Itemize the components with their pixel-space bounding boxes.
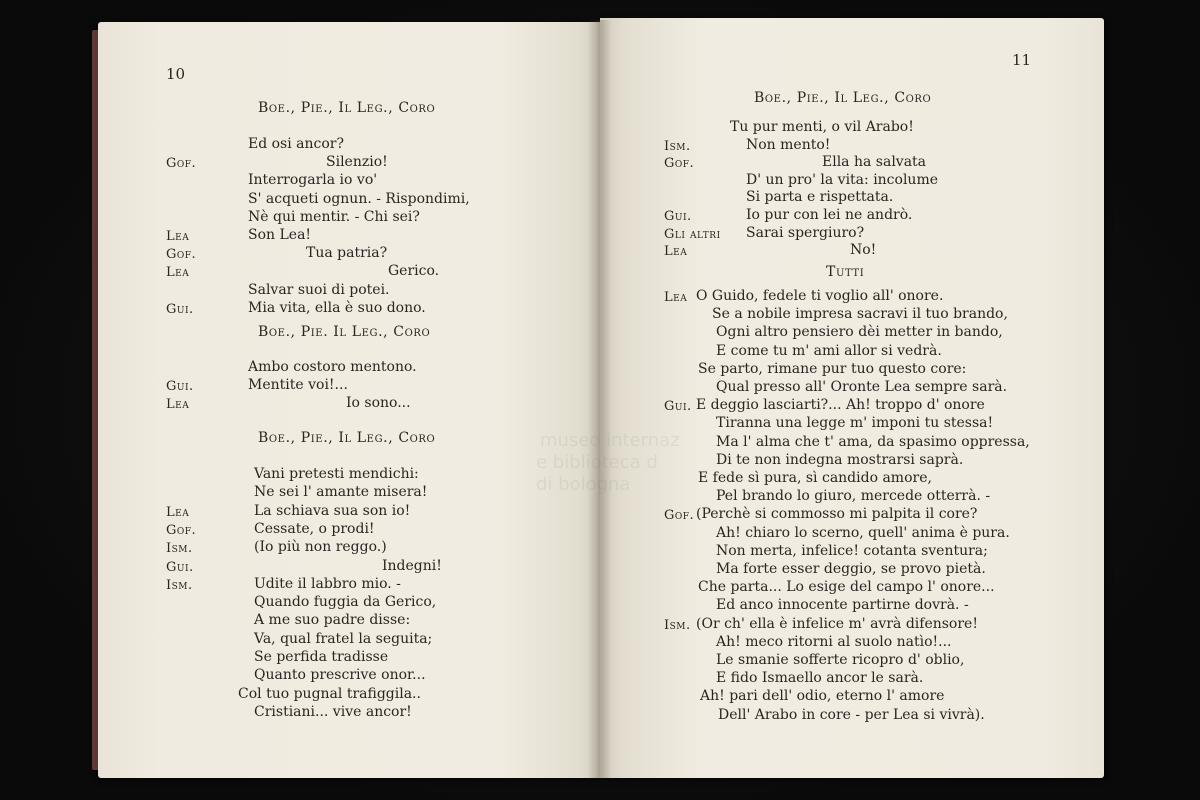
verse-line: Mia vita, ella è suo dono. xyxy=(248,299,426,316)
verse-line: E come tu m' ami allor si vedrà. xyxy=(716,342,942,359)
verse-line: Se parto, rimane pur tuo questo core: xyxy=(698,360,967,377)
verse-line: Ne sei l' amante misera! xyxy=(254,484,428,501)
verse-line: La schiava sua son io! xyxy=(254,502,411,519)
speaker-label: Gui. xyxy=(664,399,692,415)
verse-line: (Io più non reggo.) xyxy=(254,539,387,556)
verse-line: S' acqueti ognun. - Rispondimi, xyxy=(248,190,470,207)
speaker-label: Lea xyxy=(664,244,688,260)
verse-line: Cessate, o prodi! xyxy=(254,520,375,537)
verse-line: Che parta... Lo esige del campo l' onore... xyxy=(698,579,995,596)
speaker-label: Lea xyxy=(664,290,688,305)
speaker-label: Ism. xyxy=(166,541,193,557)
verse-line: Ah! pari dell' odio, eterno l' amore xyxy=(700,688,945,705)
verse-line: (Or ch' ella è infelice m' avrà difensore! xyxy=(696,615,978,632)
verse-line: Indegni! xyxy=(382,557,442,574)
speaker-label: Gof. xyxy=(664,508,695,524)
verse-line: Se a nobile impresa sacravi il tuo brando, xyxy=(712,306,1008,323)
verse-line: Ella ha salvata xyxy=(822,154,927,171)
verse-line: Son Lea! xyxy=(248,227,312,243)
verse-line: Ah! chiaro lo scerno, quell' anima è pura. xyxy=(716,524,1010,541)
section-heading: Boe., Pie., Il Leg., Coro xyxy=(754,90,932,106)
speaker-label: Gli altri xyxy=(664,226,721,242)
section-heading: Boe., Pie. Il Leg., Coro xyxy=(258,324,431,340)
verse-line: Gerico. xyxy=(388,263,440,280)
speaker-label: Gof. xyxy=(166,247,197,263)
left-page xyxy=(98,22,600,778)
verse-line: E fido Ismaello ancor le sarà. xyxy=(716,670,924,687)
verse-line: Se perfida tradisse xyxy=(254,649,389,665)
verse-line: Nè qui mentir. - Chi sei? xyxy=(248,208,420,225)
right-page xyxy=(600,18,1104,778)
verse-line: Non mento! xyxy=(746,136,831,153)
verse-line: Io sono... xyxy=(346,395,411,412)
verse-line: Tua patria? xyxy=(306,245,388,262)
verse-line: No! xyxy=(850,242,877,259)
verse-line: Le smanie sofferte ricopro d' oblio, xyxy=(716,652,965,668)
verse-line: Io pur con lei ne andrò. xyxy=(746,207,913,223)
speaker-label: Gui. xyxy=(166,559,194,575)
verse-line: Ma l' alma che t' ama, da spasimo oppressa, xyxy=(716,433,1030,450)
speaker-label: Gui. xyxy=(166,301,194,317)
speaker-label: Ism. xyxy=(166,577,193,593)
verse-line: Mentite voi!... xyxy=(248,377,348,394)
speaker-label: Gof. xyxy=(166,522,197,538)
section-heading: Boe., Pie., Il Leg., Coro xyxy=(258,430,436,446)
speaker-label: Lea xyxy=(166,504,190,520)
verse-line: Interrogarla io vo' xyxy=(248,172,378,189)
speaker-label: Lea xyxy=(166,265,190,281)
verse-line: Tu pur menti, o vil Arabo! xyxy=(730,119,914,135)
verse-line: Col tuo pugnal trafiggila.. xyxy=(238,685,421,702)
verse-line: O Guido, fedele ti voglio all' onore. xyxy=(696,288,944,304)
verse-line: Cristiani... vive ancor! xyxy=(254,703,412,720)
page-number: 11 xyxy=(1012,51,1032,69)
speaker-label: Lea xyxy=(166,397,190,413)
verse-line: Qual presso all' Oronte Lea sempre sarà. xyxy=(716,379,1008,395)
verse-line: Vani pretesti mendichi: xyxy=(254,466,419,482)
speaker-label: Lea xyxy=(166,229,190,244)
verse-line: Ambo costoro mentono. xyxy=(248,359,417,375)
verse-line: Ma forte esser deggio, se provo pietà. xyxy=(716,561,986,577)
verse-line: Ah! meco ritorni al suolo natìo!... xyxy=(716,633,952,650)
verse-line: Ed osi ancor? xyxy=(248,136,345,152)
verse-line: Di te non indegna mostrarsi saprà. xyxy=(716,451,964,468)
verse-line: Va, qual fratel la seguita; xyxy=(254,630,433,647)
verse-line: A me suo padre disse: xyxy=(254,612,411,629)
verse-line: Salvar suoi di potei. xyxy=(248,281,390,298)
speaker-label: Ism. xyxy=(664,617,691,633)
verse-line: Tiranna una legge m' imponi tu stessa! xyxy=(716,415,994,432)
verse-line: E fede sì pura, sì candido amore, xyxy=(698,470,932,486)
section-heading: Tutti xyxy=(826,264,865,280)
verse-line: Si parta e rispettata. xyxy=(746,189,894,206)
section-heading: Boe., Pie., Il Leg., Coro xyxy=(258,100,436,116)
verse-line: Dell' Arabo in core - per Lea si vivrà). xyxy=(718,706,985,723)
verse-line: (Perchè si commosso mi palpita il core? xyxy=(696,506,978,523)
verse-line: Ogni altro pensiero dèi metter in bando, xyxy=(716,324,1003,341)
speaker-label: Gui. xyxy=(166,379,194,395)
verse-line: Silenzio! xyxy=(326,154,388,171)
verse-line: Pel brando lo giuro, mercede otterrà. - xyxy=(716,488,991,505)
speaker-label: Gof. xyxy=(664,156,695,172)
verse-line: Sarai spergiuro? xyxy=(746,224,865,241)
speaker-label: Gui. xyxy=(664,209,692,224)
verse-line: Quanto prescrive onor... xyxy=(254,667,426,684)
verse-line: Quando fuggia da Gerico, xyxy=(254,594,437,611)
verse-line: E deggio lasciarti?... Ah! troppo d' onore xyxy=(696,397,985,414)
page-number: 10 xyxy=(166,65,186,83)
verse-line: Ed anco innocente partirne dovrà. - xyxy=(716,597,969,614)
speaker-label: Gof. xyxy=(166,156,197,172)
verse-line: D' un pro' la vita: incolume xyxy=(746,171,939,188)
speaker-label: Ism. xyxy=(664,138,691,154)
verse-line: Non merta, infelice! cotanta sventura; xyxy=(716,542,988,559)
verse-line: Udite il labbro mio. - xyxy=(254,575,401,592)
